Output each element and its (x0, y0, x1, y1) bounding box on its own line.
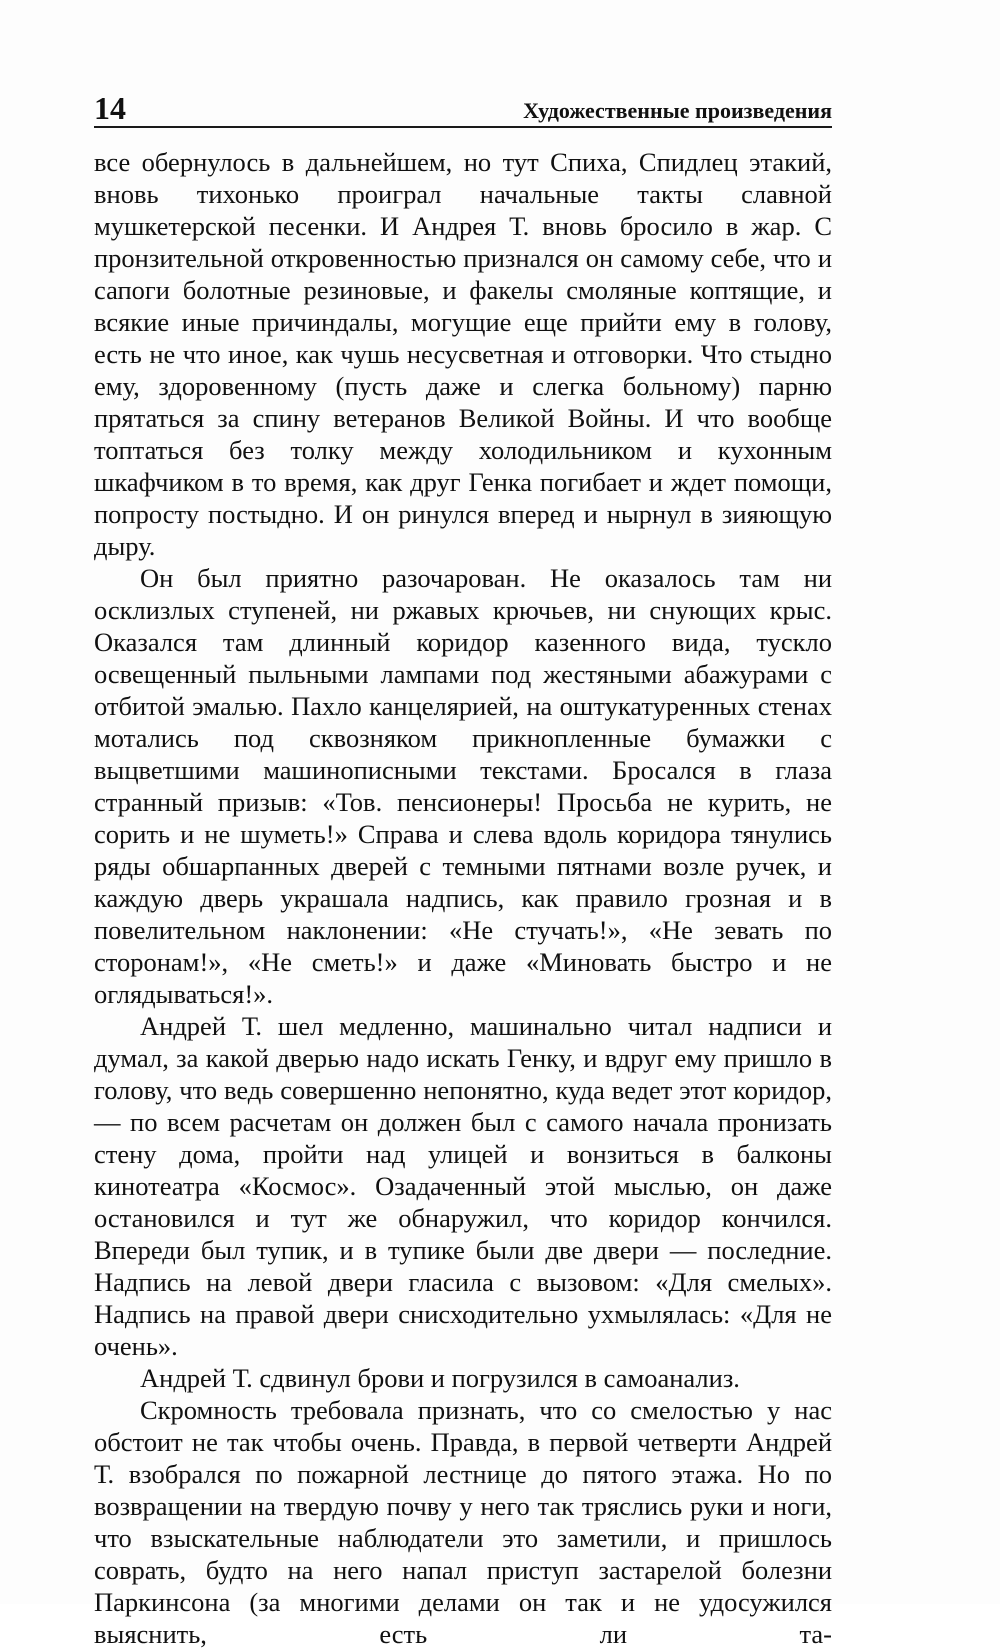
paragraph-corridor: Он был приятно разочарован. Не оказалось там ни осклизлых ступеней, ни ржавых крючьев, ни снующих крыс. Оказался там длинный коридор казенного вида, тускло освещенный пыльными лампами под жестяными абажурами с отбитой эмалью. Пахло канцелярией, на оштукатуренных стенах мотались под сквозняком прикнопленные бумажки с выцветшими машинописными текстами. Бросался в глаза странный призыв: «Тов. пенсионеры! Просьба не курить, не сорить и не шуметь!» Справа и слева вдоль коридора тянулись ряды обшарпанных дверей с темными пятнами возле ручек, и каждую дверь украшала надпись, как правило грозная и в повелительном наклонении: «Не стучать!», «Не зевать по сторонам!», «Не сметь!» и даже «Миновать быстро и не оглядываться!». (94, 563, 832, 1009)
paragraph-self-analysis: Андрей Т. сдвинул брови и погрузился в самоанализ. (140, 1363, 740, 1393)
body-text (94, 146, 832, 1650)
paragraph-modesty: Скромность требовала признать, что со смелостью у нас обстоит не так чтобы очень. Правда, в первой четверти Андрей Т. взобрался по пожарной лестнице до пятого этажа. Но по возвращении на твердую почву у него так тряслись руки и ноги, что взыскательные наблюдатели это заметили, и пришлось соврать, будто на него напал приступ застарелой болезни Паркинсона (за многими делами он так и не удосужился выяснить, есть ли та- (94, 1395, 832, 1649)
page-number: 14 (94, 90, 126, 126)
running-head (94, 84, 832, 128)
section-title: Художественные произведения (523, 98, 832, 123)
paragraph-two-doors: Андрей Т. шел медленно, машинально читал надписи и думал, за какой дверью надо искать Генку, и вдруг ему пришло в голову, что ведь совершенно непонятно, куда ведет этот коридор, — по всем расчетам он должен был с самого начала пронизать стену дома, пройти над улицей и вонзиться в балконы кинотеатра «Космос». Озадаченный этой мыслью, он даже остановился и тут же обнаружил, что коридор кончился. Впереди был тупик, и в тупике были две двери — последние. Надпись на левой двери гласила с вызовом: «Для смелых». Надпись на правой двери снисходительно ухмылялась: «Для не очень». (94, 1011, 832, 1361)
paragraph-continued: все обернулось в дальнейшем, но тут Спиха, Спидлец этакий, вновь тихонько проиграл начальные такты славной мушкетерской песенки. И Андрея Т. вновь бросило в жар. С пронзительной откровенностью признался он самому себе, что и сапоги болотные резиновые, и факелы смоляные коптящие, и всякие иные причиндалы, могущие еще прийти ему в голову, есть не что иное, как чушь несусветная и отговорки. Что стыдно ему, здоровенному (пусть даже и слегка больному) парню прятаться за спину ветеранов Великой Войны. И что вообще топтаться без толку между холодильником и кухонным шкафчиком в то время, как друг Генка погибает и ждет помощи, попросту постыдно. И он ринулся вперед и нырнул в зияющую дыру. (94, 147, 832, 561)
